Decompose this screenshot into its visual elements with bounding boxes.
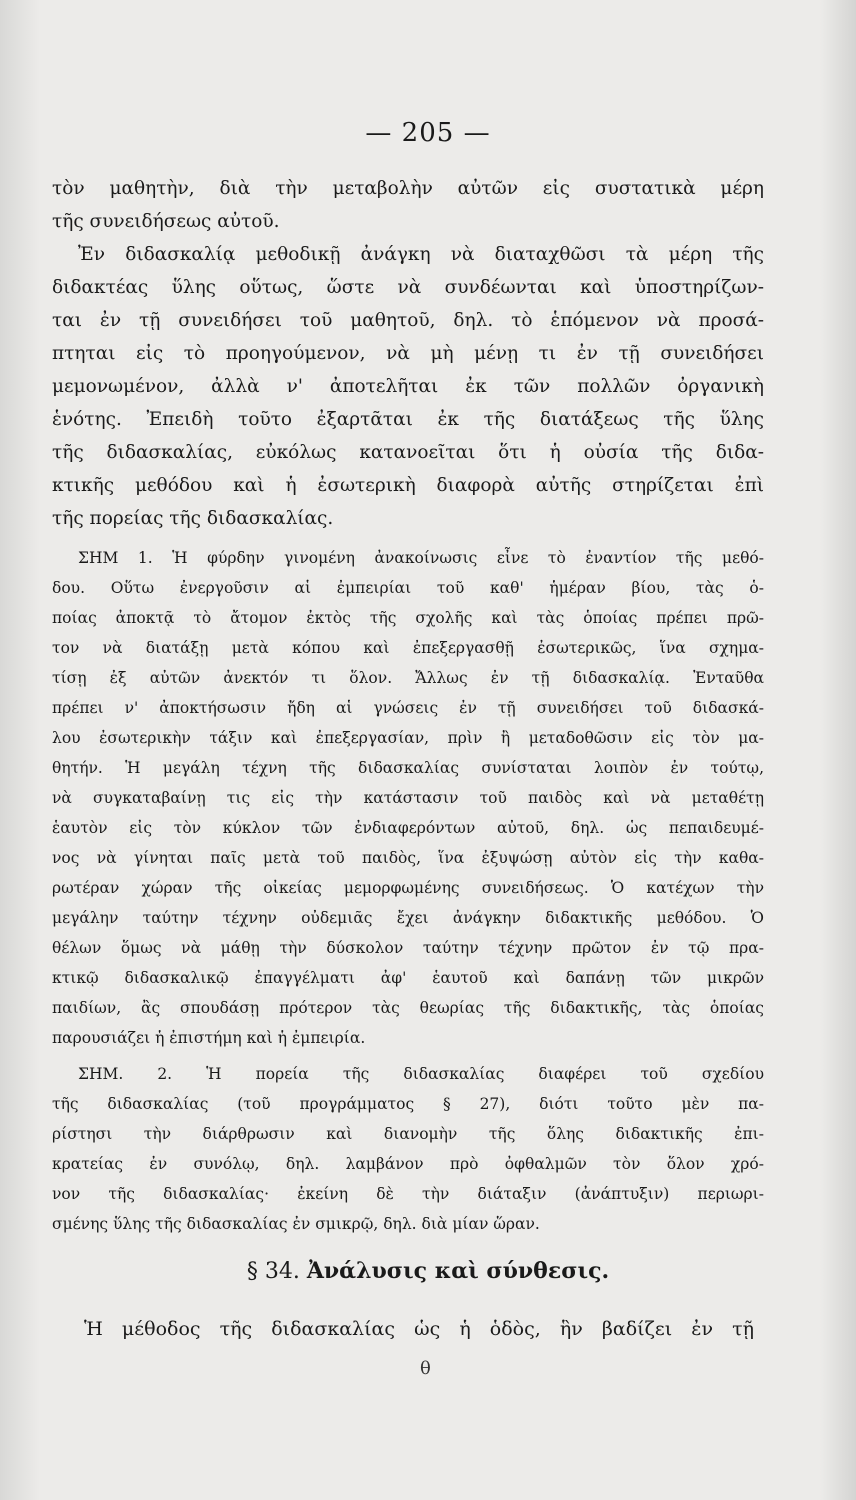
note-line: ἑαυτὸν εἰς τὸν κύκλον τῶν ἐνδιαφερόντων αὐτοῦ, δηλ. ὡς πεπαιδευμέ- <box>52 819 764 837</box>
note-line: θέλων ὅμως νὰ μάθῃ τὴν δύσκολον ταύτην τέχνην πρῶτον ἐν τῷ πρα- <box>52 939 764 957</box>
text-line: ται ἐν τῇ συνειδήσει τοῦ μαθητοῦ, δηλ. τὸ ἑπόμενον νὰ προσά- <box>52 310 764 331</box>
note-line: κτικῷ διδασκαλικῷ ἐπαγγέλματι ἀφ' ἑαυτοῦ καὶ δαπάνῃ τῶν μικρῶν <box>52 969 764 987</box>
text-line: ἑνότης. Ἐπειδὴ τοῦτο ἐξαρτᾶται ἐκ τῆς διατάξεως τῆς ὕλης <box>52 409 764 430</box>
note-line: μεγάλην ταύτην τέχνην οὐδεμιᾶς ἔχει ἀνάγκην διδακτικῆς μεθόδου. Ὁ <box>52 909 764 927</box>
note-line: δου. Οὕτω ἐνεργοῦσιν αἱ ἐμπειρίαι τοῦ καθ' ἡμέραν βίου, τὰς ὁ- <box>52 579 764 597</box>
note-line: σμένης ὕλης τῆς διδασκαλίας ἐν σμικρῷ, δηλ. διὰ μίαν ὥραν. <box>52 1215 540 1233</box>
text-line: τῆς πορείας τῆς διδασκαλίας. <box>52 508 334 529</box>
main-text <box>52 172 764 1239</box>
note-line: παιδίων, ἂς σπουδάσῃ πρότερον τὰς θεωρίας τῆς διδακτικῆς, τὰς ὁποίας <box>52 999 764 1017</box>
note-line: νος νὰ γίνηται παῖς μετὰ τοῦ παιδὸς, ἵνα ἐξυψώσῃ αὐτὸν εἰς τὴν καθα- <box>52 849 764 867</box>
note-line: ΣΗΜ. 2. Ἡ πορεία τῆς διδασκαλίας διαφέρει τοῦ σχεδίου <box>78 1065 764 1083</box>
note-line: λου ἐσωτερικὴν τάξιν καὶ ἐπεξεργασίαν, πρὶν ἢ μεταδοθῶσιν εἰς τὸν μα- <box>52 729 764 747</box>
note-line: ρωτέραν χώραν τῆς οἰκείας μεμορφωμένης συνειδήσεως. Ὁ κατέχων τὴν <box>52 879 764 897</box>
note-line: ρίστησι τὴν διάρθρωσιν καὶ διανομὴν τῆς ὅλης διδακτικῆς ἐπι- <box>52 1125 764 1143</box>
text-line: τῆς συνειδήσεως αὐτοῦ. <box>52 211 280 232</box>
page-number: — 205 — <box>365 118 491 148</box>
note-line: νὰ συγκαταβαίνῃ τις εἰς τὴν κατάστασιν τοῦ παιδὸς καὶ νὰ μεταθέτῃ <box>52 789 764 807</box>
final-line: Ἡ μέθοδος τῆς διδασκαλίας ὡς ἡ ὁδὸς, ἣν βαδίζει ἐν τῇ <box>84 1318 754 1340</box>
section-number: § 34. <box>246 1259 300 1284</box>
text-line: διδακτέας ὕλης οὕτως, ὥστε νὰ συνδέωνται καὶ ὑποστηρίζων- <box>52 277 764 298</box>
note-line: νον τῆς διδασκαλίας· ἐκείνη δὲ τὴν διάταξιν (ἀνάπτυξιν) περιωρι- <box>52 1185 764 1203</box>
note-line: θητήν. Ἡ μεγάλη τέχνη τῆς διδασκαλίας συνίσταται λοιπὸν ἐν τούτῳ, <box>52 759 764 777</box>
section-title: Ἀνάλυσις καὶ σύνθεσις. <box>306 1258 610 1284</box>
section-heading <box>0 1256 856 1287</box>
signature-mark: θ <box>420 1358 431 1379</box>
text-line: τῆς διδασκαλίας, εὐκόλως κατανοεῖται ὅτι ἡ οὐσία τῆς διδα- <box>52 442 764 463</box>
text-line: Ἐν διδασκαλίᾳ μεθοδικῇ ἀνάγκη νὰ διαταχθῶσι τὰ μέρη τῆς <box>78 244 764 265</box>
note-line: ποίας ἀποκτᾷ τὸ ἄτομον ἐκτὸς τῆς σχολῆς καὶ τὰς ὁποίας πρέπει πρῶ- <box>52 609 764 627</box>
text-line: μεμονωμένον, ἀλλὰ ν' ἀποτελῆται ἐκ τῶν πολλῶν ὀργανικὴ <box>52 376 764 397</box>
note-line: πρέπει ν' ἀποκτήσωσιν ἤδη αἱ γνώσεις ἐν τῇ συνειδήσει τοῦ διδασκά- <box>52 699 764 717</box>
note-2 <box>52 1059 764 1239</box>
note-line: κρατείας ἐν συνόλῳ, δηλ. λαμβάνον πρὸ ὀφθαλμῶν τὸν ὅλον χρό- <box>52 1155 764 1173</box>
note-line: τῆς διδασκαλίας (τοῦ προγράμματος § 27), διότι τοῦτο μὲν πα- <box>52 1095 764 1113</box>
note-line: παρουσιάζει ἡ ἐπιστήμη καὶ ἡ ἐμπειρία. <box>52 1029 366 1047</box>
text-line: τὸν μαθητὴν, διὰ τὴν μεταβολὴν αὐτῶν εἰς συστατικὰ μέρη <box>52 178 764 199</box>
note-line: τίσῃ ἐξ αὐτῶν ἀνεκτόν τι ὅλον. Ἄλλως ἐν τῇ διδασκαλίᾳ. Ἐνταῦθα <box>52 669 764 687</box>
note-line: ΣΗΜ 1. Ἡ φύρδην γινομένη ἀνακοίνωσις εἶνε τὸ ἐναντίον τῆς μεθό- <box>78 549 764 567</box>
text-line: πτηται εἰς τὸ προηγούμενον, νὰ μὴ μένῃ τι ἐν τῇ συνειδήσει <box>52 343 764 364</box>
note-1 <box>52 543 764 1053</box>
text-line: κτικῆς μεθόδου καὶ ἡ ἐσωτερικὴ διαφορὰ αὐτῆς στηρίζεται ἐπὶ <box>52 475 764 496</box>
note-line: τον νὰ διατάξῃ μετὰ κόπου καὶ ἐπεξεργασθῇ ἐσωτερικῶς, ἵνα σχημα- <box>52 639 764 657</box>
